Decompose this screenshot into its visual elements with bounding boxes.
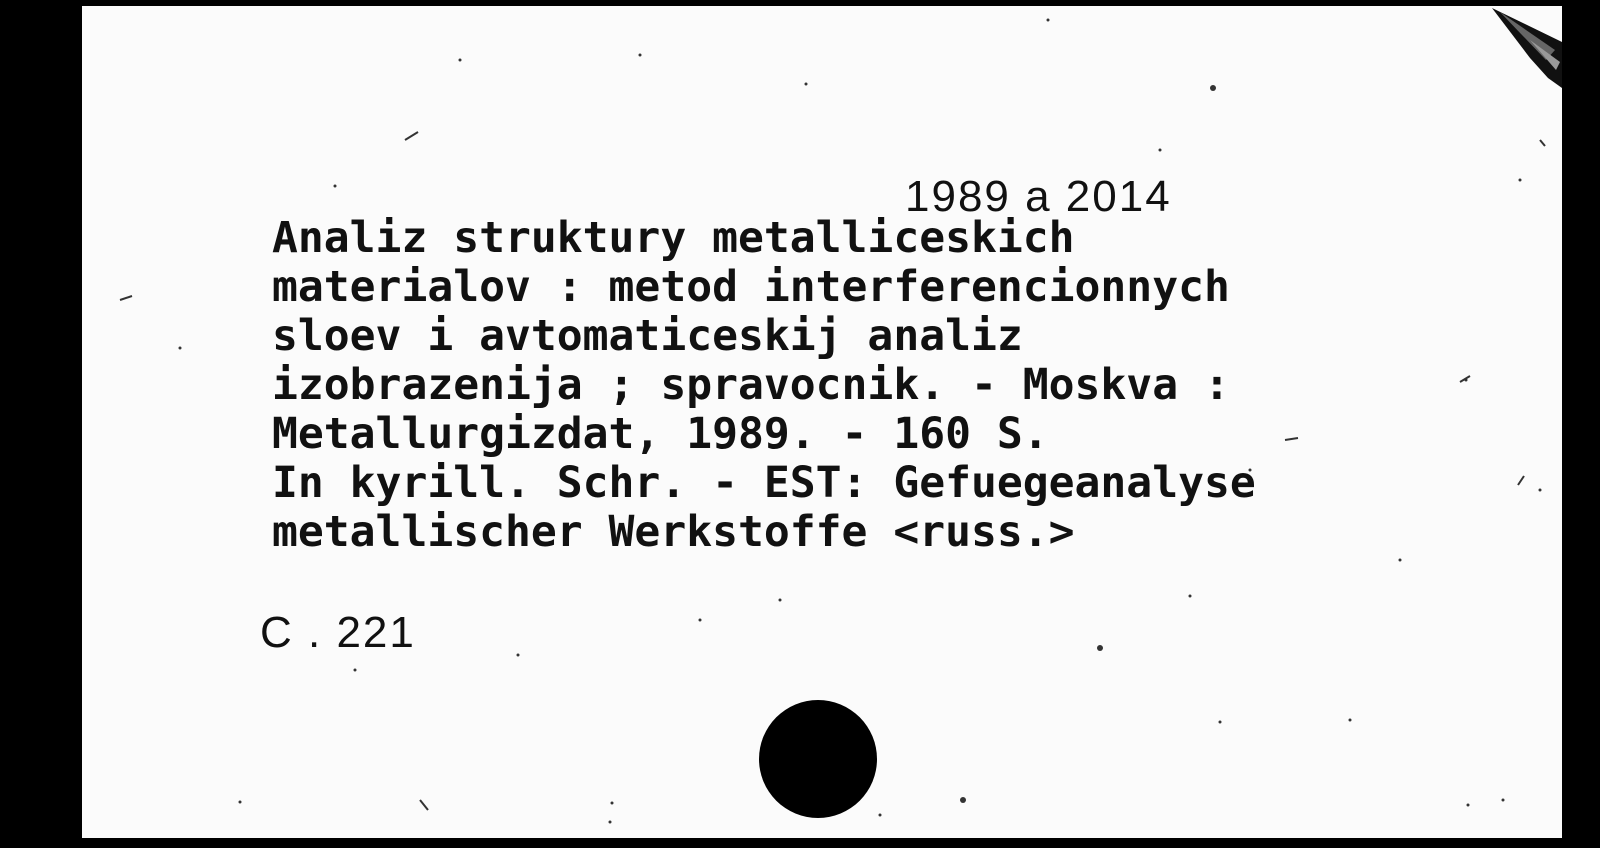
entry-line: sloev i avtomaticeskij analiz [272,311,1023,361]
punch-hole [759,700,877,818]
entry-line: Metallurgizdat, 1989. - 160 S. [272,409,1049,459]
bibliographic-entry [272,214,1256,557]
year-range: 1989 a 2014 [905,172,1172,221]
entry-line: materialov : metod interferencionnych [272,262,1230,312]
entry-line: metallischer Werkstoffe <russ.> [272,507,1075,557]
entry-line: In kyrill. Schr. - EST: Gefuegeanalyse [272,458,1256,508]
entry-line: izobrazenija ; spravocnik. - Moskva : [272,360,1230,410]
shelf-mark: C . 221 [260,608,416,657]
entry-line: Analiz struktury metalliceskich [272,213,1075,263]
